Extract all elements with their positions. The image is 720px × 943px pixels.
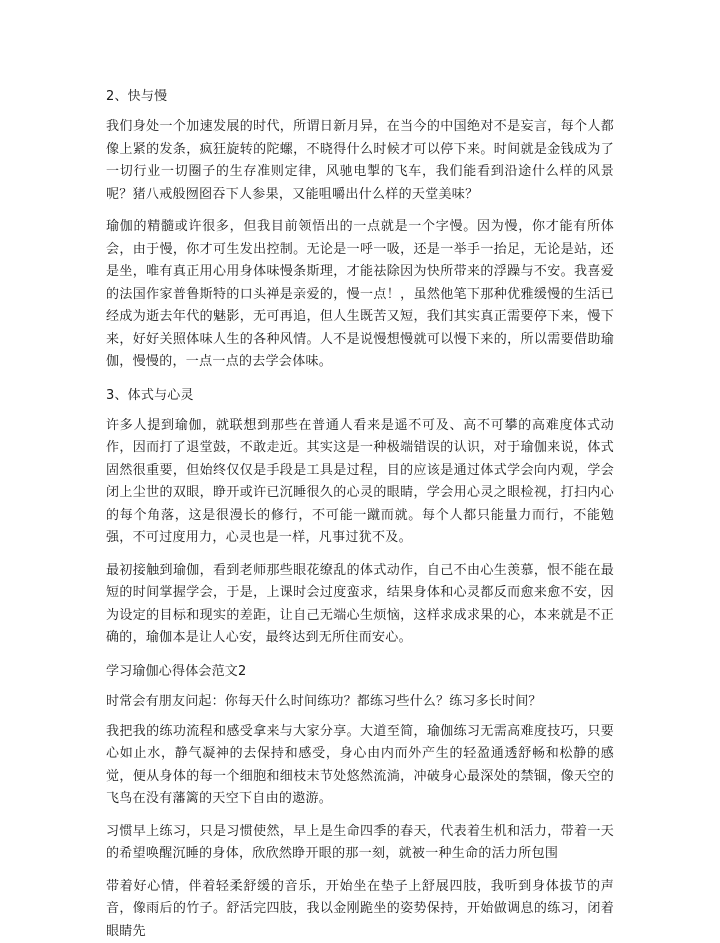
paragraph-music-practice: 带着好心情，伴着轻柔舒缓的音乐，开始坐在垫子上舒展四肢，我听到身体拔节的声音，像雨后的竹子。舒活完四肢，我以金刚跪坐的姿势保持，开始做调息的练习，闭着眼睛先 xyxy=(106,876,614,943)
section-heading-fast-slow: 2、快与慢 xyxy=(106,86,614,108)
paragraph-slow-essence: 瑜伽的精髓或许很多，但我目前领悟出的一点就是一个字慢。因为慢，你才能有所体会，由于慢，你才可生发出控制。无论是一呼一吸，还是一举手一抬足，无论是站，还是坐，唯有真正用心用身体味慢条斯理，才能祛除因为快所带来的浮躁与不安。我喜爱的法国作家普鲁斯特的口头禅是亲爱的，慢一点！，虽然他笔下那种优雅缓慢的生活已经成为逝去年代的魅影，无可再追，但人生既苦又短，我们其实真正需要停下来，慢下来，好好关照体味人生的各种风情。人不是说慢想慢就可以慢下来的，所以需要借助瑜伽，慢慢的，一点一点的去学会体味。 xyxy=(106,216,614,374)
section-heading-posture-mind: 3、体式与心灵 xyxy=(106,385,614,407)
document-page xyxy=(106,86,614,943)
paragraph-first-contact: 最初接触到瑜伽，看到老师那些眼花缭乱的体式动作，自己不由心生羡慕，恨不能在最短的时间掌握学会，于是，上课时会过度蛮求，结果身体和心灵都反而愈来愈不安，因为设定的目标和现实的差距，让自己无端心生烦恼，这样求成求果的心，本来就是不正确的，瑜伽本是让人心安，最终达到无所住而安心。 xyxy=(106,560,614,650)
question-line: 时常会有朋友问起：你每天什么时间练功？都练习些什么？练习多长时间？ xyxy=(106,691,614,713)
paragraph-share-routine: 我把我的练功流程和感受拿来与大家分享。大道至简，瑜伽练习无需高难度技巧，只要心如止水，静气凝神的去保持和感受，身心由内而外产生的轻盈通透舒畅和松静的感觉，便从身体的每一个细胞和细枝末节处悠然流淌，冲破身心最深处的禁锢，像天空的飞鸟在没有藩篱的天空下自由的遨游。 xyxy=(106,721,614,811)
paragraph-era: 我们身处一个加速发展的时代，所谓日新月异，在当今的中国绝对不是妄言，每个人都像上紧的发条，疯狂旋转的陀螺，不晓得什么时候才可以停下来。时间就是金钱成为了一切行业一切圈子的生存准则定律，风驰电掣的飞车，我们能看到沿途什么样的风景呢？猪八戒般囫囵吞下人参果，又能咀嚼出什么样的天堂美味？ xyxy=(106,116,614,206)
paragraph-posture: 许多人提到瑜伽，就联想到那些在普通人看来是遥不可及、高不可攀的高难度体式动作，因而打了退堂鼓，不敢走近。其实这是一种极端错误的认识，对于瑜伽来说，体式固然很重要，但始终仅仅是手段是工具是过程，目的应该是通过体式学会向内观，学会闭上尘世的双眼，睁开或许已沉睡很久的心灵的眼睛，学会用心灵之眼检视，打扫内心的每个角落，这是很漫长的修行，不可能一蹴而就。每个人都只能量力而行，不能勉强，不可过度用力，心灵也是一样，凡事过犹不及。 xyxy=(106,415,614,550)
essay-title-2: 学习瑜伽心得体会范文2 xyxy=(106,661,614,683)
paragraph-morning: 习惯早上练习，只是习惯使然，早上是生命四季的春天，代表着生机和活力，带着一天的希望唤醒沉睡的身体，欣欣然睁开眼的那一刻，就被一种生命的活力所包围 xyxy=(106,821,614,866)
